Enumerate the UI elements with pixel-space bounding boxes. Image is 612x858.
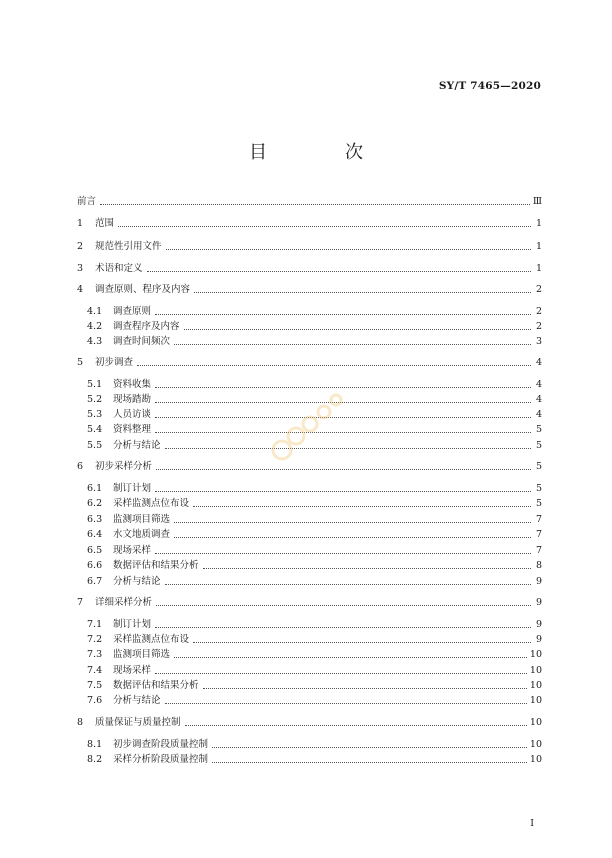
dot-leader xyxy=(147,271,531,272)
toc-entry-number: 5 xyxy=(77,357,84,368)
toc-entry-label: 初步调查 xyxy=(95,357,134,368)
dot-leader xyxy=(203,688,527,689)
toc-entry-label: 现场采样 xyxy=(113,665,152,676)
toc-entry-page: 7 xyxy=(535,529,542,540)
toc-entry-number: 8.1 xyxy=(87,739,103,750)
toc-entry-number: 5.5 xyxy=(87,440,103,451)
toc-entry[interactable] xyxy=(77,355,542,369)
toc-entry-label: 资料整理 xyxy=(113,424,152,435)
toc-entry-page: 7 xyxy=(535,545,542,556)
toc-entry-label: 调查原则 xyxy=(113,306,152,317)
toc-entry-page: 1 xyxy=(535,218,542,229)
toc-entry-number: 6.1 xyxy=(87,483,103,494)
toc-entry[interactable] xyxy=(77,282,542,296)
toc-entry-page: 9 xyxy=(535,634,542,645)
toc-entry-page: 5 xyxy=(535,424,542,435)
toc-entry[interactable] xyxy=(77,574,542,588)
dot-leader xyxy=(212,762,527,763)
toc-entry-label: 数据评估和结果分析 xyxy=(113,680,199,691)
toc-entry-number: 6.7 xyxy=(87,576,103,587)
toc-entry-page: 10 xyxy=(529,665,542,676)
dot-leader xyxy=(166,249,531,250)
toc-entry-number: 5.2 xyxy=(87,394,103,405)
dot-leader xyxy=(155,553,531,554)
toc-entry[interactable] xyxy=(77,304,542,318)
toc-entry-page: 5 xyxy=(535,498,542,509)
toc-entry-page: 4 xyxy=(535,357,542,368)
dot-leader xyxy=(156,605,531,606)
toc-entry-number: 7.6 xyxy=(87,695,103,706)
toc-entry-label: 范围 xyxy=(95,218,115,229)
toc-entry-label: 采样分析阶段质量控制 xyxy=(113,754,209,765)
toc-entry-number: 7.5 xyxy=(87,680,103,691)
dot-leader xyxy=(174,344,531,345)
toc-entry[interactable] xyxy=(77,194,542,208)
toc-entry-number: 6.3 xyxy=(87,514,103,525)
toc-entry[interactable] xyxy=(77,752,542,766)
dot-leader xyxy=(137,365,531,366)
toc-entry-label: 监测项目筛选 xyxy=(113,514,171,525)
dot-leader xyxy=(155,314,531,315)
toc-entry-label: 制订计划 xyxy=(113,619,152,630)
toc-entry[interactable] xyxy=(77,527,542,541)
toc-entry[interactable] xyxy=(77,512,542,526)
toc-entry-page: 4 xyxy=(535,409,542,420)
dot-leader xyxy=(203,568,531,569)
toc-entry[interactable] xyxy=(77,558,542,572)
toc-entry-label: 调查时间频次 xyxy=(113,336,171,347)
toc-entry[interactable] xyxy=(77,216,542,230)
toc-entry-label: 监测项目筛选 xyxy=(113,649,171,660)
toc-entry-label: 资料收集 xyxy=(113,379,152,390)
toc-entry-page: 3 xyxy=(535,336,542,347)
toc-entry-label: 水文地质调查 xyxy=(113,529,171,540)
dot-leader xyxy=(174,537,531,538)
dot-leader xyxy=(118,226,531,227)
toc-entry-page: Ⅲ xyxy=(532,196,542,207)
toc-entry-page: 7 xyxy=(535,514,542,525)
dot-leader xyxy=(155,673,527,674)
toc-entry-page: 2 xyxy=(535,306,542,317)
dot-leader xyxy=(193,642,531,643)
toc-entry-number: 7 xyxy=(77,597,84,608)
toc-entry-number: 8.2 xyxy=(87,754,103,765)
toc-entry-number: 5.4 xyxy=(87,424,103,435)
toc-entry[interactable] xyxy=(77,334,542,348)
toc-entry-number: 8 xyxy=(77,717,84,728)
dot-leader xyxy=(165,703,527,704)
toc-entry-number: 6.2 xyxy=(87,498,103,509)
toc-entry-page: 10 xyxy=(529,739,542,750)
toc-entry-page: 5 xyxy=(535,483,542,494)
toc-entry-label: 数据评估和结果分析 xyxy=(113,560,199,571)
toc-entry[interactable] xyxy=(77,647,542,661)
toc-entry-page: 2 xyxy=(535,284,542,295)
toc-entry-page: 5 xyxy=(535,440,542,451)
toc-entry-label: 初步调查阶段质量控制 xyxy=(113,739,209,750)
dot-leader xyxy=(155,491,531,492)
toc-entry-number: 7.2 xyxy=(87,634,103,645)
toc-entry-page: 1 xyxy=(535,263,542,274)
toc-entry-page: 2 xyxy=(535,321,542,332)
toc-entry-number: 5.3 xyxy=(87,409,103,420)
toc-entry-page: 9 xyxy=(535,619,542,630)
toc-entry-page: 10 xyxy=(529,680,542,691)
toc-entry-number: 4.2 xyxy=(87,321,103,332)
toc-entry-number: 6.6 xyxy=(87,560,103,571)
toc-entry-label: 分析与结论 xyxy=(113,576,161,587)
dot-leader xyxy=(165,584,531,585)
dot-leader xyxy=(184,329,531,330)
dot-leader xyxy=(212,747,527,748)
toc-entry-number: 1 xyxy=(77,218,84,229)
toc-entry-page: 4 xyxy=(535,394,542,405)
toc-entry-label: 详细采样分析 xyxy=(95,597,153,608)
toc-entry-number: 6.4 xyxy=(87,529,103,540)
toc-entry[interactable] xyxy=(77,737,542,751)
toc-entry[interactable] xyxy=(77,715,542,729)
dot-leader xyxy=(174,657,527,658)
toc-entry-page: 10 xyxy=(529,754,542,765)
toc-entry-label: 现场采样 xyxy=(113,545,152,556)
toc-entry[interactable] xyxy=(77,632,542,646)
toc-entry-number: 4.3 xyxy=(87,336,103,347)
toc-entry-label: 术语和定义 xyxy=(95,263,143,274)
dot-leader xyxy=(174,522,531,523)
toc-entry-page: 10 xyxy=(529,695,542,706)
toc-entry-label: 调查程序及内容 xyxy=(113,321,180,332)
toc-entry-label: 分析与结论 xyxy=(113,695,161,706)
toc-entry-label: 规范性引用文件 xyxy=(95,241,162,252)
toc-entry-page: 9 xyxy=(535,597,542,608)
toc-entry-number: 7.4 xyxy=(87,665,103,676)
toc-entry[interactable] xyxy=(77,239,542,253)
standard-code: SY/T 7465—2020 xyxy=(438,80,541,92)
toc-entry-number: 5.1 xyxy=(87,379,103,390)
toc-entry-number: 3 xyxy=(77,263,84,274)
toc-entry-label: 人员访谈 xyxy=(113,409,152,420)
toc-entry-page: 8 xyxy=(535,560,542,571)
toc-entry[interactable] xyxy=(77,496,542,510)
toc-entry-page: 10 xyxy=(529,649,542,660)
dot-leader xyxy=(194,292,531,293)
toc-entry-page: 1 xyxy=(535,241,542,252)
toc-entry[interactable] xyxy=(77,319,542,333)
toc-entry[interactable] xyxy=(77,481,542,495)
dot-leader xyxy=(100,204,530,205)
toc-entry-label: 采样监测点位布设 xyxy=(113,634,190,645)
toc-entry-number: 4.1 xyxy=(87,306,103,317)
toc-entry-page: 5 xyxy=(535,461,542,472)
toc-entry-page: 10 xyxy=(529,717,542,728)
toc-entry-page: 4 xyxy=(535,379,542,390)
toc-entry-number: 7.1 xyxy=(87,619,103,630)
toc-entry-number: 7.3 xyxy=(87,649,103,660)
toc-entry-label: 采样监测点位布设 xyxy=(113,498,190,509)
dot-leader xyxy=(193,506,531,507)
toc-entry-number: 2 xyxy=(77,241,84,252)
toc-entry-label: 调查原则、程序及内容 xyxy=(95,284,191,295)
toc-entry-number: 6.5 xyxy=(87,545,103,556)
toc-entry-number: 4 xyxy=(77,284,84,295)
toc-entry-page: 9 xyxy=(535,576,542,587)
toc-entry[interactable] xyxy=(77,261,542,275)
dot-leader xyxy=(155,627,531,628)
toc-entry-label: 初步采样分析 xyxy=(95,461,153,472)
toc-entry[interactable] xyxy=(77,693,542,707)
dot-leader xyxy=(185,725,527,726)
toc-entry[interactable] xyxy=(77,543,542,557)
toc-entry-label: 制订计划 xyxy=(113,483,152,494)
toc-entry-label: 前言 xyxy=(77,196,97,207)
cloud-watermark-icon xyxy=(262,388,352,478)
toc-entry-label: 现场踏勘 xyxy=(113,394,152,405)
toc-entry[interactable] xyxy=(77,617,542,631)
toc-entry-label: 质量保证与质量控制 xyxy=(95,717,181,728)
toc-entry[interactable] xyxy=(77,678,542,692)
toc-entry-number: 6 xyxy=(77,461,84,472)
page-number: I xyxy=(530,818,534,829)
page-title: 目 次 xyxy=(249,142,393,163)
toc-entry-label: 分析与结论 xyxy=(113,440,161,451)
toc-entry[interactable] xyxy=(77,663,542,677)
toc-entry[interactable] xyxy=(77,595,542,609)
